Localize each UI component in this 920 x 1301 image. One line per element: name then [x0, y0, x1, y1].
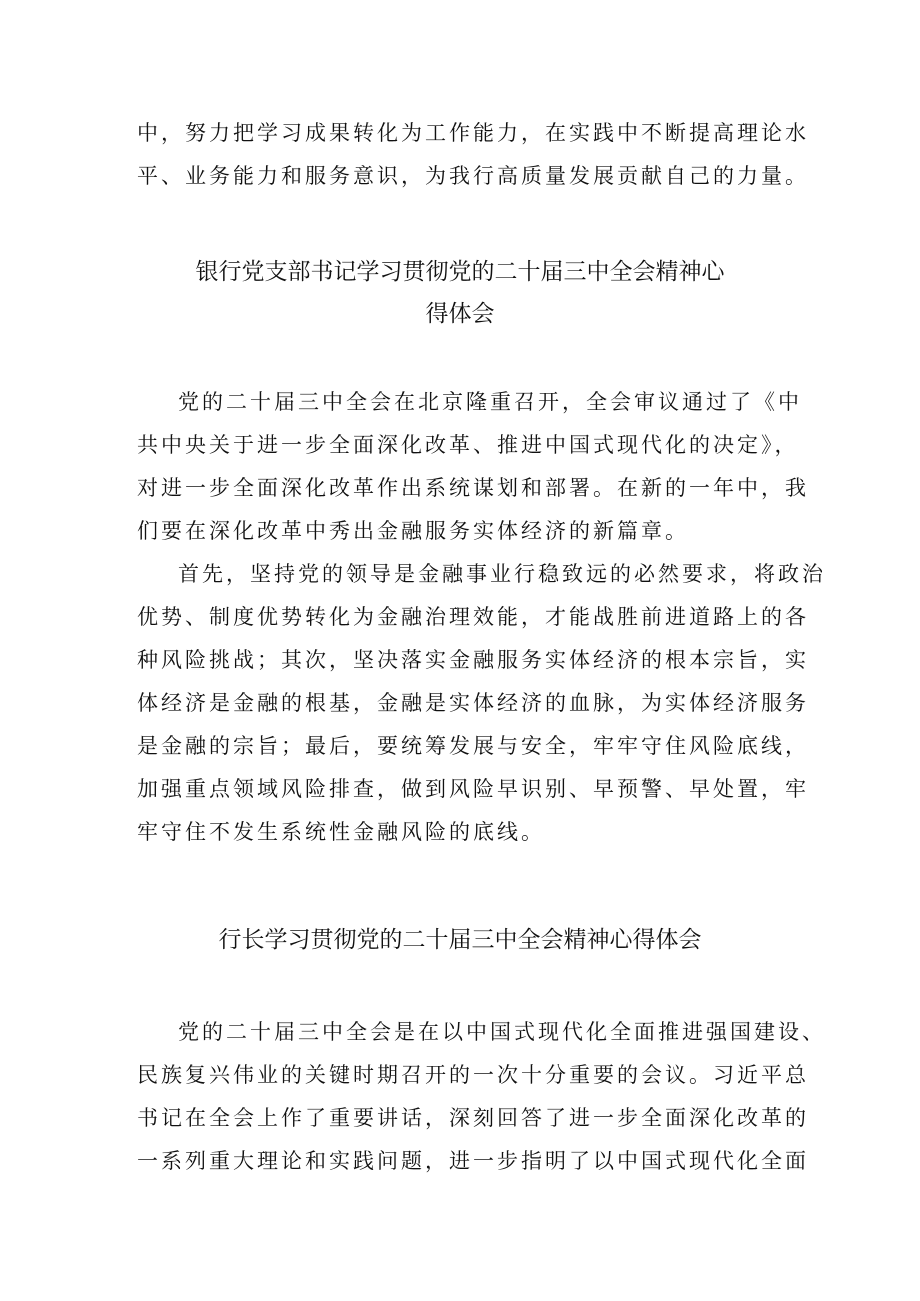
section1-paragraph1-line-4: 们要在深化改革中秀出金融服务实体经济的新篇章。	[137, 519, 689, 543]
section1-paragraph2-line-1: 首先，坚持党的领导是金融事业行稳致远的必然要求，将政治	[178, 562, 826, 586]
section2-paragraph1-line-4: 一系列重大理论和实践问题，进一步指明了以中国式现代化全面	[137, 1149, 809, 1173]
section1-title-line-2: 得体会	[425, 301, 495, 327]
section2-title: 行长学习贯彻党的二十届三中全会精神心得体会	[218, 927, 702, 953]
section2-paragraph1-line-2: 民族复兴伟业的关键时期召开的一次十分重要的会议。习近平总	[137, 1063, 809, 1087]
section1-paragraph1-line-3: 对进一步全面深化改革作出系统谋划和部署。在新的一年中，我	[137, 476, 809, 500]
section1-paragraph2-line-3: 种风险挑战；其次，坚决落实金融服务实体经济的根本宗旨，实	[137, 648, 809, 672]
section1-paragraph2-line-2: 优势、制度优势转化为金融治理效能，才能战胜前进道路上的各	[137, 605, 809, 629]
section1-paragraph2-line-6: 加强重点领域风险排查，做到风险早识别、早预警、早处置，牢	[137, 777, 809, 801]
section1-paragraph2-line-5: 是金融的宗旨；最后，要统筹发展与安全，牢牢守住风险底线，	[137, 734, 809, 758]
section2-paragraph1-line-3: 书记在全会上作了重要讲话，深刻回答了进一步全面深化改革的	[137, 1106, 809, 1130]
section1-paragraph2-line-7: 牢守住不发生系统性金融风险的底线。	[137, 820, 545, 844]
intro-line-1: 中，努力把学习成果转化为工作能力，在实践中不断提高理论水	[137, 121, 809, 145]
section1-paragraph1-line-1: 党的二十届三中全会在北京隆重召开，全会审议通过了《中	[178, 390, 802, 414]
section1-paragraph2-line-4: 体经济是金融的根基，金融是实体经济的血脉，为实体经济服务	[137, 691, 809, 715]
intro-line-2: 平、业务能力和服务意识，为我行高质量发展贡献自己的力量。	[137, 164, 809, 188]
section2-paragraph1-line-1: 党的二十届三中全会是在以中国式现代化全面推进强国建设、	[178, 1020, 826, 1044]
section1-title-line-1: 银行党支部书记学习贯彻党的二十届三中全会精神心	[195, 259, 725, 285]
section1-paragraph1-line-2: 共中央关于进一步全面深化改革、推进中国式现代化的决定》，	[137, 433, 799, 457]
